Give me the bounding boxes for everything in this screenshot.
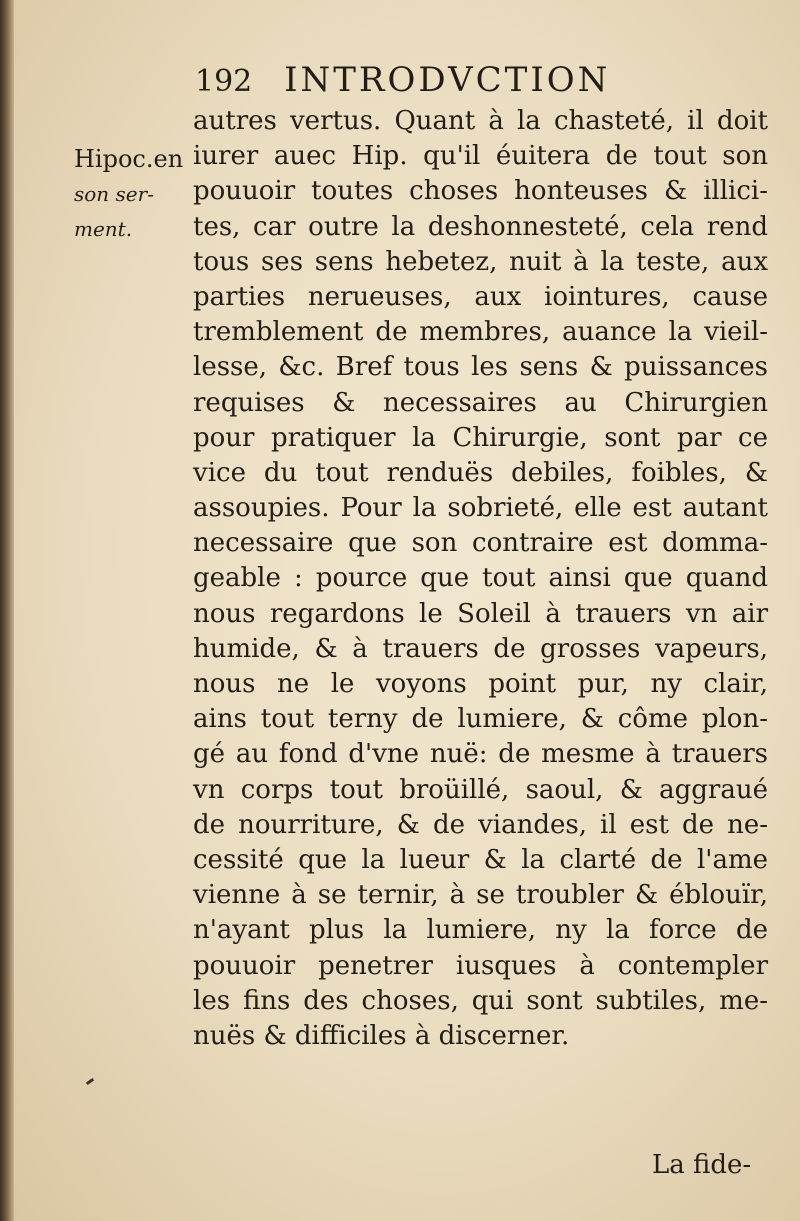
text-line: de nourriture, & de viandes, il est de ne- — [193, 809, 768, 840]
running-header — [195, 60, 610, 100]
text-line: necessaire que son contraire est domma- — [193, 528, 768, 559]
text-line: assoupies. Pour la sobrieté, elle est autant — [193, 493, 768, 524]
text-line: autres vertus. Quant à la chasteté, il doit — [193, 106, 768, 136]
margin-note-line: son ser- — [74, 182, 154, 207]
page-number: 192 — [195, 64, 253, 99]
text-line: humide, & à trauers de grosses vapeurs, — [193, 633, 768, 664]
text-line: ains tout terny de lumiere, & côme plon- — [193, 704, 768, 735]
text-line: nous ne le voyons point pur, ny clair, — [193, 669, 768, 699]
text-line: geable : pource que tout ainsi que quand — [193, 563, 768, 594]
text-line: tous ses sens hebetez, nuit à la teste, aux — [193, 246, 768, 277]
text-line: tes, car outre la deshonnesteté, cela rend — [193, 211, 768, 242]
text-line: nuës & difficiles à discerner. — [193, 1020, 570, 1051]
page-binding-edge — [0, 0, 14, 1221]
text-line: gé au fond d'vne nuë: de mesme à trauers — [193, 739, 768, 770]
text-line: vn corps tout broüillé, saoul, & aggraué — [193, 774, 768, 805]
text-line: cessité que la lueur & la clarté de l'ame — [193, 844, 768, 875]
text-line: pour pratiquer la Chirurgie, sont par ce — [193, 422, 768, 453]
text-line: requises & necessaires au Chirurgien — [193, 387, 768, 418]
text-line: vienne à se ternir, à se troubler & éblouïr, — [193, 880, 768, 911]
text-line: tremblement de membres, auance la vieil- — [193, 317, 768, 348]
margin-note-line: ment. — [74, 217, 133, 242]
text-line: vice du tout renduës debiles, foibles, & — [193, 457, 768, 488]
margin-note-line: Hipoc.en — [74, 145, 184, 173]
body-text — [193, 104, 768, 1054]
text-line: les fins des choses, qui sont subtiles, me- — [193, 985, 768, 1016]
text-line: iurer auec Hip. qu'il éuitera de tout son — [193, 141, 768, 172]
text-line: n'ayant plus la lumiere, ny la force de — [193, 915, 768, 946]
text-line: nous regardons le Soleil à trauers vn air — [193, 598, 768, 629]
margin-note — [74, 142, 184, 248]
text-line: pouuoir toutes choses honteuses & illici- — [193, 176, 768, 207]
text-line: pouuoir penetrer iusques à contempler — [193, 950, 768, 981]
text-line: parties nerueuses, aux iointures, cause — [193, 281, 768, 312]
running-title: INTRODVCTION — [284, 60, 611, 100]
ink-mark — [86, 1078, 94, 1085]
catchword: La fide- — [652, 1150, 752, 1180]
text-line: lesse, &c. Bref tous les sens & puissances — [193, 352, 768, 383]
